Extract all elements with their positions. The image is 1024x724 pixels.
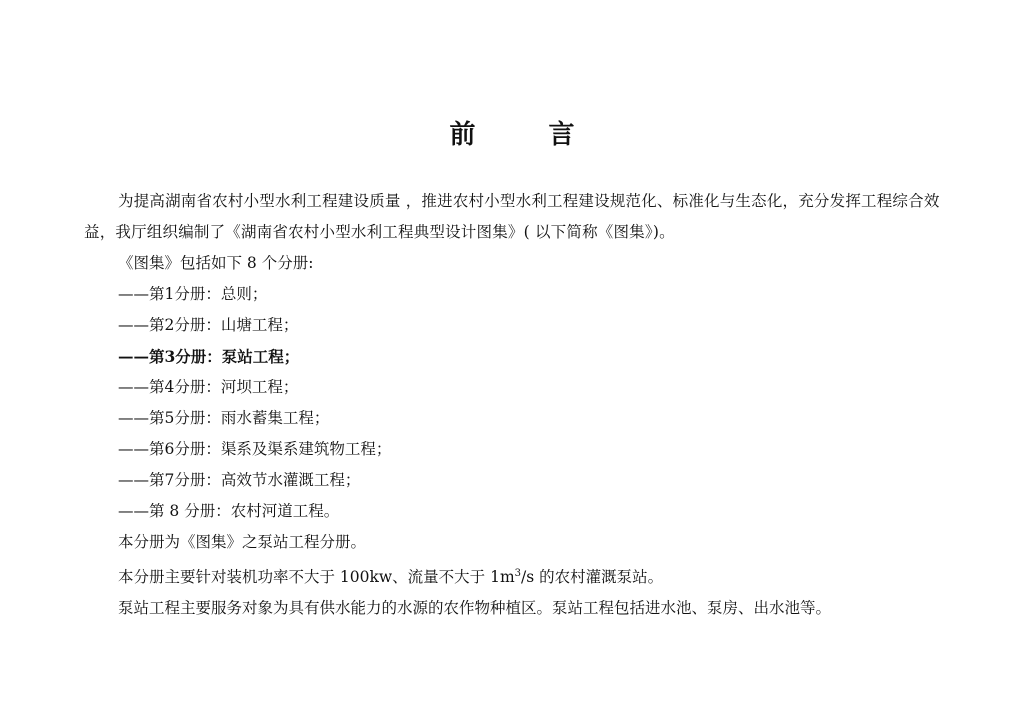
scope-paragraph — [84, 558, 944, 593]
scope-text-before: 本分册主要针对装机功率不大于 100kw、流量不大于 1m — [118, 568, 515, 586]
volumes-intro: 《图集》包括如下 8 个分册: — [118, 254, 314, 272]
scope-superscript: 3 — [514, 568, 522, 579]
page-title: 前 言 — [449, 120, 607, 150]
volume-item-7: ——第7分册：高效节水灌溉工程； — [118, 471, 361, 489]
scope-text-after: /s 的农村灌溉泵站。 — [521, 568, 664, 586]
volume-item-4: ——第4分册：河坝工程； — [118, 378, 299, 396]
volume-item-6: ——第6分册：渠系及渠系建筑物工程； — [118, 440, 392, 458]
volume-item-1: ——第1分册：总则； — [118, 285, 268, 303]
volume-item-8: ——第 8 分册：农村河道工程。 — [118, 502, 340, 520]
volume-item-3: ——第3分册：泵站工程； — [118, 347, 300, 366]
service-paragraph: 泵站工程主要服务对象为具有供水能力的水源的农作物种植区。泵站工程包括进水池、泵房、出水池等。 — [118, 599, 832, 617]
volume-item-5: ——第5分册：雨水蓄集工程； — [118, 409, 330, 427]
document-body — [84, 186, 944, 624]
volume-item-2: ——第2分册：山塘工程； — [118, 316, 299, 334]
this-volume-paragraph: 本分册为《图集》之泵站工程分册。 — [118, 533, 367, 551]
intro-paragraph: 为提高湖南省农村小型水利工程建设质量 ，推进农村小型水利工程建设规范化、标准化与生态化，充分发挥工程综合效益，我厅组织编制了《湖南省农村小型水利工程典型设计图集》( 以下简称《图集》)。 — [84, 192, 940, 241]
